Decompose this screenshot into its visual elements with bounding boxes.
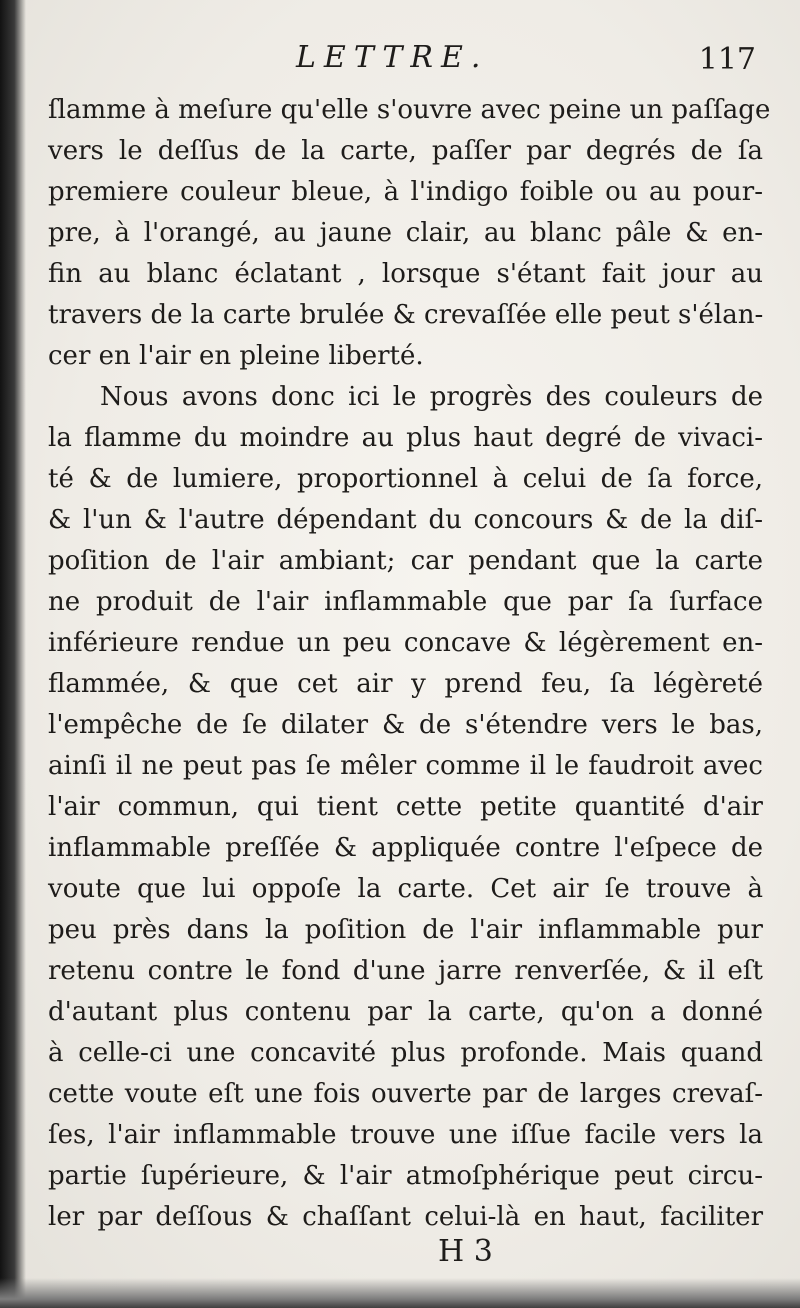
bottom-edge-shadow [0,1278,800,1308]
text-line: l'air commun, qui tient cette petite quantité d'air [48,792,763,822]
text-line: cer en l'air en pleine liberté. [48,341,424,371]
text-line: l'empêche de ſe dilater & de s'étendre vers le bas, [48,710,763,740]
paragraph-2 [48,377,763,1238]
text-line: partie ſupérieure, & l'air atmoſphérique peut circu- [48,1161,763,1191]
text-line: ainſi il ne peut pas ſe mêler comme il le faudroit avec [48,751,763,781]
paragraph-1 [48,90,771,377]
text-line: Nous avons donc ici le progrès des couleurs de [100,382,763,412]
text-line: premiere couleur bleue, à l'indigo foible ou au pour- [48,177,763,207]
text-line: vers le deſſus de la carte, paſſer par degrés de ſa [48,136,763,166]
text-line: fin au blanc éclatant , lorsque s'étant fait jour au [48,259,763,289]
text-line: voute que lui oppoſe la carte. Cet air ſe trouve à [48,874,763,904]
running-head [0,36,800,86]
text-line: peu près dans la poſition de l'air inflammable pur [48,915,763,945]
text-line: travers de la carte brulée & crevaſſée elle peut s'élan- [48,300,764,330]
binding-shadow [0,0,26,1308]
text-line: inflammable preſſée & appliquée contre l'eſpece de [48,833,763,863]
text-line: poſition de l'air ambiant; car pendant que la carte [48,546,763,576]
text-line: ſlamme à meſure qu'elle s'ouvre avec peine un paſſage [48,95,771,125]
running-title: LETTRE. [296,40,489,75]
text-line: inférieure rendue un peu concave & légèrement en- [48,628,763,658]
text-line: & l'un & l'autre dépendant du concours & de la diſ- [48,505,763,535]
body-text [48,90,771,1238]
text-line: ſes, l'air inflammable trouve une iſſue facile vers la [48,1120,763,1150]
text-line: flammée, & que cet air y prend feu, ſa légèreté [48,669,763,699]
text-line: pre, à l'orangé, au jaune clair, au blanc pâle & en- [48,218,763,248]
signature-mark: H 3 [438,1234,493,1269]
text-line: retenu contre le fond d'une jarre renverſée, & il eſt [48,956,763,986]
text-line: à celle-ci une concavité plus profonde. Mais quand [48,1038,763,1068]
page-number: 117 [698,42,756,77]
text-line: la flamme du moindre au plus haut degré de vivaci- [48,423,763,453]
text-line: d'autant plus contenu par la carte, qu'on a donné [48,997,763,1027]
text-line: ler par deſſous & chaſſant celui-là en haut, faciliter [48,1202,763,1232]
text-line: ne produit de l'air inflammable que par ſa ſurface [48,587,763,617]
text-line: té & de lumiere, proportionnel à celui de ſa force, [48,464,763,494]
text-line: cette voute eſt une fois ouverte par de larges crevaſ- [48,1079,763,1109]
